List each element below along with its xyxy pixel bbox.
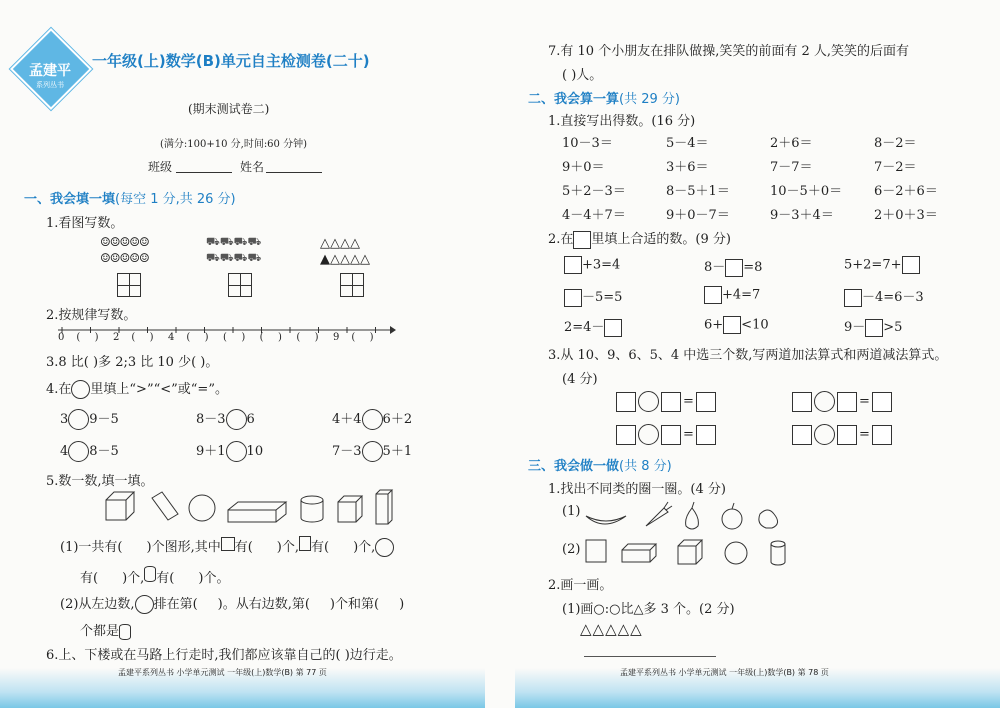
answer-line <box>584 656 716 657</box>
operator-circle[interactable] <box>814 424 835 445</box>
answer-box[interactable] <box>696 392 716 412</box>
q5-line-2: 有( )个, 有( )个。 <box>80 566 229 586</box>
apple-icon <box>722 509 742 529</box>
compare-circle[interactable] <box>226 441 247 462</box>
answer-box[interactable] <box>564 256 582 274</box>
calc-item[interactable]: 10－3＝ <box>562 136 613 151</box>
compare-circle[interactable] <box>226 409 247 430</box>
compare-circle[interactable] <box>362 409 383 430</box>
q2-text: 2.按规律写数。 <box>46 308 137 323</box>
q5-line-1: (1)一共有( )个图形,其中 有( )个, 有( )个, <box>60 536 394 557</box>
logo-subtext: 系列丛书 <box>36 81 64 89</box>
left-footer-text: 孟建平系列丛书 小学单元测试 一年级(上)数学(B) 第 77 页 <box>118 668 327 677</box>
calc-item[interactable]: 10－5＋0＝ <box>770 184 843 199</box>
answer-box-cars[interactable] <box>228 273 252 297</box>
calc-item[interactable]: 9－3＋4＝ <box>770 208 834 223</box>
answer-box[interactable] <box>902 256 920 274</box>
sphere-icon <box>375 538 394 557</box>
section-3-title <box>528 455 672 474</box>
logo-text: 孟建平 <box>29 63 71 79</box>
equation-template: = <box>792 424 892 445</box>
q5-text: 5.数一数,填一填。 <box>46 474 154 489</box>
shape-row <box>584 536 794 568</box>
q4-prefix: 4.在 <box>46 382 72 397</box>
q5-line-4: 个都是 <box>80 620 131 640</box>
r1-text: 1.直接写出得数。(16 分) <box>548 114 696 129</box>
operator-circle[interactable] <box>638 391 659 412</box>
score-info: (满分:100+10 分,时间:60 分钟) <box>160 139 307 150</box>
number-line-label: 9 <box>333 332 340 343</box>
equation-template: = <box>792 391 892 412</box>
square-icon <box>573 231 591 249</box>
section-1-title <box>24 188 236 207</box>
answer-box[interactable] <box>872 425 892 445</box>
fill-item: 5+2=7+ <box>844 256 920 274</box>
number-line-label: 2 <box>113 332 120 343</box>
box-icon <box>338 496 362 522</box>
q7-text-2: ( )人。 <box>562 68 603 83</box>
square-icon <box>586 540 606 562</box>
calc-item[interactable]: 7－2＝ <box>874 160 917 175</box>
d2-text: 2.画一画。 <box>548 578 613 593</box>
q4-text <box>46 378 228 399</box>
section-2-heading: 二、我会算一算 <box>528 92 620 107</box>
number-line-label: ) <box>204 332 209 343</box>
number-line-label: ) <box>149 332 154 343</box>
smiley-faces: ☺☺☺☺☺ ☺☺☺☺☺ <box>100 235 149 265</box>
fill-item: +4=7 <box>704 286 760 304</box>
calc-item[interactable]: 8－5＋1＝ <box>666 184 730 199</box>
compare-item: 3 9－5 <box>60 408 119 430</box>
d1-2-label: (2) <box>562 542 581 557</box>
number-line-label: ( <box>186 332 191 343</box>
q5-line-3: (2)从左边数, 排在第( )。从右边数,第( )个和第( ) <box>60 597 405 612</box>
answer-box[interactable] <box>564 289 582 307</box>
section-1-heading: 一、我会填一填 <box>24 192 116 207</box>
r3-text: 3.从 10、9、6、5、4 中选三个数,写两道加法算式和两道减法算式。 <box>548 348 948 363</box>
number-line-label: ( <box>351 332 356 343</box>
number-line-label: ( <box>296 332 301 343</box>
compare-item: 9＋1 10 <box>196 440 263 462</box>
operator-circle[interactable] <box>814 391 835 412</box>
r2-text: 2.在 里填上合适的数。(9 分) <box>548 232 731 247</box>
box-icon <box>299 536 311 551</box>
answer-box[interactable] <box>723 316 741 334</box>
flat-cuboid-icon <box>228 502 286 522</box>
d1-text: 1.找出不同类的圈一圈。(4 分) <box>548 482 726 497</box>
compare-item: 8－3 6 <box>196 408 255 430</box>
section-3-note: (共 8 分) <box>619 459 672 474</box>
number-line-label: ) <box>314 332 319 343</box>
number-line-label: ) <box>278 332 282 343</box>
q5-shapes <box>100 488 400 528</box>
peach-icon <box>759 510 778 528</box>
number-line-label: ( <box>131 332 136 343</box>
circle-icon <box>71 380 90 399</box>
fill-item: 6+ <10 <box>704 317 769 333</box>
section-1-note: (每空 1 分,共 26 分) <box>115 192 236 207</box>
answer-box[interactable] <box>696 425 716 445</box>
answer-box[interactable] <box>661 425 681 445</box>
q3-text: 3.8 比( )多 2;3 比 10 少( )。 <box>46 355 219 370</box>
calc-item[interactable]: 5－4＝ <box>666 136 709 151</box>
fill-item: 8－ =8 <box>704 260 763 275</box>
fill-item: 9－ >5 <box>844 320 903 335</box>
answer-box[interactable] <box>704 286 722 304</box>
number-line-label: 0 <box>58 332 65 343</box>
carrot-icon <box>646 508 668 526</box>
d1-1-label: (1) <box>562 504 581 519</box>
answer-box[interactable] <box>604 319 622 337</box>
calc-item[interactable]: 9＋0－7＝ <box>666 208 730 223</box>
class-line <box>176 172 232 173</box>
sphere-icon <box>189 495 215 521</box>
right-footer-text: 孟建平系列丛书 小学单元测试 一年级(上)数学(B) 第 78 页 <box>620 668 829 677</box>
class-label: 班级 <box>148 160 173 174</box>
number-line-label: ) <box>241 332 246 343</box>
name-line <box>266 172 322 173</box>
r3-points: (4 分) <box>562 372 598 387</box>
cylinder-icon <box>301 496 323 522</box>
answer-box[interactable] <box>792 425 812 445</box>
number-line-label: ( <box>259 332 264 343</box>
name-label: 姓名 <box>240 160 265 174</box>
car-icons: ⛟⛟⛟⛟ ⛟⛟⛟⛟ <box>206 235 262 264</box>
calc-item[interactable]: 7－7＝ <box>770 160 813 175</box>
fill-item: 2=4－ <box>564 316 622 337</box>
cuboid-icon <box>622 544 656 562</box>
cylinder-icon <box>771 541 785 565</box>
pear-icon <box>686 508 699 529</box>
answer-box[interactable] <box>725 259 743 277</box>
operator-circle[interactable] <box>638 424 659 445</box>
answer-box[interactable] <box>865 319 883 337</box>
calc-item[interactable]: 4－4＋7＝ <box>562 208 626 223</box>
number-line-label: ( <box>76 332 81 343</box>
fruit-row <box>584 498 794 534</box>
answer-box[interactable] <box>792 392 812 412</box>
cube-icon <box>678 540 702 564</box>
compare-circle[interactable] <box>68 441 89 462</box>
cylinder-icon <box>119 624 131 640</box>
calc-item[interactable]: 9＋0＝ <box>562 160 605 175</box>
sphere-icon <box>135 595 154 614</box>
compare-item: 4＋4 6＋2 <box>332 408 412 430</box>
number-line-label: ( <box>223 332 227 343</box>
answer-box[interactable] <box>872 392 892 412</box>
tall-cuboid-icon <box>376 490 392 524</box>
fill-item: +3=4 <box>564 256 620 274</box>
calc-item[interactable]: 3＋6＝ <box>666 160 709 175</box>
cylinder-icon <box>144 566 156 582</box>
number-line-labels <box>56 330 396 344</box>
answer-box[interactable] <box>837 425 857 445</box>
section-2-note: (共 29 分) <box>619 92 680 107</box>
calc-item[interactable]: 2＋0＋3＝ <box>874 208 938 223</box>
cube-icon <box>221 537 235 551</box>
banana-icon <box>586 516 626 524</box>
compare-item: 7－3 5＋1 <box>332 440 412 462</box>
triangle-row: △△△△△ <box>580 620 643 638</box>
triangle-icons: △△△△ ▲△△△△ <box>320 236 370 267</box>
answer-box[interactable] <box>616 392 636 412</box>
number-line-label: ) <box>94 332 99 343</box>
slanted-prism-icon <box>152 492 178 520</box>
number-line-label: 4 <box>168 332 175 343</box>
calc-item[interactable]: 2＋6＝ <box>770 136 813 151</box>
subtitle: (期末测试卷二) <box>188 102 270 116</box>
compare-item: 4 8－5 <box>60 440 119 462</box>
fill-item: －4=6－3 <box>844 286 924 307</box>
q4-suffix: 里填上“>”“<”或“=”。 <box>90 382 228 397</box>
compare-circle[interactable] <box>68 409 89 430</box>
calc-item[interactable]: 6－2＋6＝ <box>874 184 938 199</box>
page-title: 一年级(上)数学(B)单元自主检测卷(二十) <box>92 52 370 70</box>
cube-icon <box>106 492 134 520</box>
section-2-title <box>528 88 680 107</box>
answer-box[interactable] <box>844 289 862 307</box>
q7-text-1: 7.有 10 个小朋友在排队做操,笑笑的前面有 2 人,笑笑的后面有 <box>548 44 910 59</box>
fill-item: －5=5 <box>564 286 622 307</box>
q6-text: 6.上、下楼或在马路上行走时,我们都应该靠自己的( )边行走。 <box>46 648 402 663</box>
section-3-heading: 三、我会做一做 <box>528 459 620 474</box>
equation-template: = <box>616 424 716 445</box>
equation-template: = <box>616 391 716 412</box>
calc-item[interactable]: 5＋2－3＝ <box>562 184 626 199</box>
number-line-label: ) <box>369 332 374 343</box>
answer-box[interactable] <box>837 392 857 412</box>
answer-box-faces[interactable] <box>117 273 141 297</box>
circle-shape-icon <box>725 542 747 564</box>
d2-1-text: (1)画○:○比△多 3 个。(2 分) <box>562 602 735 617</box>
calc-item[interactable]: 8－2＝ <box>874 136 917 151</box>
answer-box[interactable] <box>616 425 636 445</box>
compare-circle[interactable] <box>362 441 383 462</box>
answer-box[interactable] <box>661 392 681 412</box>
q1-text: 1.看图写数。 <box>46 216 124 231</box>
answer-box-triangles[interactable] <box>340 273 364 297</box>
